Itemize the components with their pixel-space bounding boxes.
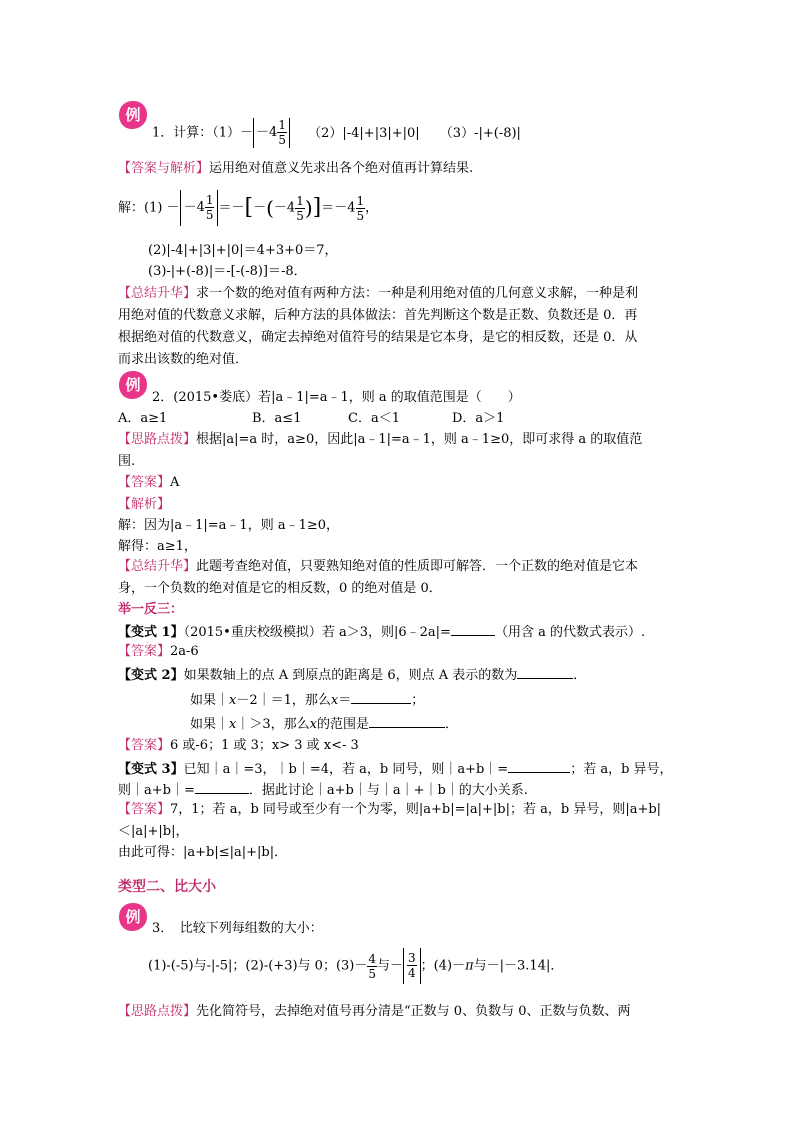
svg-text:例: 例 — [125, 106, 141, 124]
summary-2-line-2: 身，一个负数的绝对值是它的相反数，0 的绝对值是 0． — [118, 581, 442, 596]
svg-text:例: 例 — [125, 376, 141, 394]
answer-analysis-1: 【答案与解析】运用绝对值意义先求出各个绝对值再计算结果. — [118, 161, 474, 176]
example-badge-icon — [118, 902, 148, 932]
example-badge-icon — [118, 100, 148, 130]
solution-1-line-1: 解：(1) － －4 $\frac{1}{5}$ ＝－[－(－4 $\frac{1}{5}$ )]＝－4 $\frac{1}{5}$ ， — [118, 190, 378, 227]
hint-3: 【思路点拨】先化简符号，去掉绝对值号再分清是“正数与 0、负数与 0、正数与负数、两 — [118, 1004, 631, 1019]
option-b: B．a≤1 — [252, 411, 302, 426]
example-2-options — [118, 410, 504, 428]
answer-2: 【答案】A — [118, 475, 180, 490]
example-3-question: 3． 比较下列每组数的大小： — [152, 921, 323, 936]
variant-3-line-1: 【变式 3】已知｜a｜=3，｜b｜=4，若 a，b 同号，则｜a+b｜= ；若 a，b 异号， — [118, 759, 673, 779]
summary-1-line-2: 用绝对值的代数意义求解，后种方法的具体做法：首先判断这个数是正数、负数还是 0．再 — [118, 308, 638, 323]
example-1-question: 1．计算：（1）－ －4 $\frac{1}{5}$ （2）|-4|+|3|+|0| （3）-|+(-8)| — [152, 118, 521, 147]
example-3-items: (1)-(-5)与-|-5|；(2)-(+3)与 0；(3)－ $\frac{4}{5}$ 与－ $\frac{3}{4}$ ；(4)－π与－|－3.14|． — [148, 948, 563, 985]
hint-2-line-2: 围. — [118, 454, 136, 469]
analysis-2-line-1: 解：因为|a﹣1|=a﹣1，则 a﹣1≥0， — [118, 518, 340, 533]
variant-3-line-2: 则｜a+b｜= ．据此讨论｜a+b｜与｜a｜+｜b｜的大小关系. — [118, 780, 528, 800]
svg-text:例: 例 — [125, 908, 141, 926]
summary-2-line-1: 【总结升华】此题考查绝对值，只要熟知绝对值的性质即可解答．一个正数的绝对值是它本 — [118, 559, 639, 574]
variant-2-answer: 【答案】6 或-6；1 或 3；x> 3 或 x<- 3 — [118, 738, 359, 753]
variant-3-answer-line-1: 【答案】7，1；若 a，b 同号或至少有一个为零，则|a+b|=|a|+|b|；若 a，b 异号，则|a+b| — [118, 802, 662, 817]
drill-title: 举一反三： — [118, 602, 184, 617]
summary-1-line-4: 而求出该数的绝对值． — [118, 352, 249, 367]
option-c: C．a＜1 — [348, 411, 400, 426]
summary-1-line-1: 【总结升华】求一个数的绝对值有两种方法：一种是利用绝对值的几何意义求解，一种是利 — [118, 286, 639, 301]
option-a: A．a≥1 — [118, 411, 168, 426]
solution-1-line-2: (2)|-4|+|3|+|0|＝4+3+0＝7， — [148, 243, 338, 258]
example-2-question: 2．(2015•娄底）若|a﹣1|=a﹣1，则 a 的取值范围是（ ） — [152, 390, 521, 405]
option-d: D．a＞1 — [452, 411, 505, 426]
summary-1-line-3: 根据绝对值的代数意义，确定去掉绝对值符号的结果是它本身，是它的相反数，还是 0．从 — [118, 330, 638, 345]
hint-2-line-1: 【思路点拨】根据|a|=a 时，a≥0，因此|a﹣1|=a﹣1，则 a﹣1≥0，即可求得 a 的取值范 — [118, 432, 643, 447]
analysis-2-line-2: 解得：a≥1， — [118, 539, 197, 554]
variant-1: 【变式 1】（2015•重庆校级模拟）若 a＞3，则|6﹣2a|= （用含 a 的代数式表示）. — [118, 622, 645, 642]
variant-3-answer-line-2: ＜|a|+|b|， — [118, 824, 189, 839]
example-badge-icon — [118, 370, 148, 400]
variant-1-answer: 【答案】2a-6 — [118, 644, 199, 659]
variant-2-line-1: 【变式 2】如果数轴上的点 A 到原点的距离是 6，则点 A 表示的数为 ． — [118, 665, 586, 685]
solution-1-line-3: (3)-|+(-8)|＝-[-(-8)]＝-8． — [148, 264, 307, 279]
analysis-2-tag: 【解析】 — [118, 497, 171, 512]
variant-2-line-3: 如果｜x｜＞3，那么x的范围是 ． — [190, 714, 458, 734]
variant-2-line-2: 如果｜x－2｜＝1，那么x＝ ； — [190, 690, 424, 710]
section-heading-type-2: 类型二、比大小 — [118, 879, 216, 895]
variant-3-answer-line-3: 由此可得：|a+b|≤|a|+|b|． — [118, 845, 288, 860]
